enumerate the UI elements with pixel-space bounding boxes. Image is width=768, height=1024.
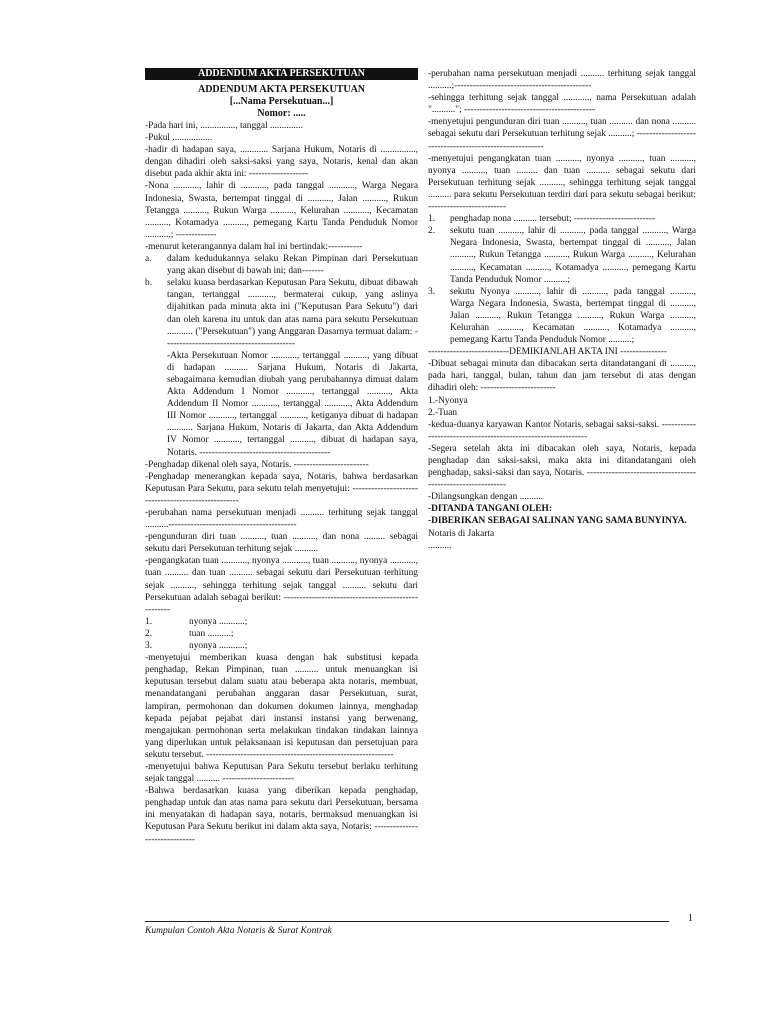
copy-statement: -DIBERIKAN SEBAGAI SALINAN YANG SAMA BUNYINYA. bbox=[428, 516, 687, 527]
list-text: penghadap nona .......... tersebut; -------------------------- bbox=[450, 214, 656, 225]
left-column bbox=[145, 68, 418, 846]
list-marker: a. bbox=[145, 254, 152, 265]
right-column bbox=[428, 68, 696, 552]
paragraph-appointment: -pengangkatan tuan ..........., nyonya ..........., tuan .........., nyonya ..........., tuan .......... dan tuan .......... sebagai sekutu dari Persekutuan terhitung sejak .........., sehingga terhitung sejak tanggal .......... sekutu dari Persekutuan adalah sebagai berikut: --------------------------------------------------- bbox=[145, 556, 418, 615]
list-marker: 3. bbox=[145, 641, 153, 652]
list-item bbox=[428, 286, 696, 346]
list-marker: 3. bbox=[428, 286, 436, 297]
notary-blank: .......... bbox=[428, 540, 452, 551]
signed-by-heading: -DITANDA TANGANI OLEH: bbox=[428, 504, 552, 515]
list-text: dalam kedudukannya selaku Rekan Pimpinan dari Persekutuan yang akan disebut di bawah ini; dan------- bbox=[167, 254, 418, 277]
list-text: sekutu Nyonya .........., lahir di .........., pada tanggal .........., Warga Negara Indonesia, Swasta, bertempat tinggal di .........., Jalan .........., Rukun Tetangga .........., Rukun Warga .........., Kelurahan .........., Kecamatan .........., Kotamadya .........., pemegang Kartu Tanda Penduduk Nomor ..........; bbox=[450, 286, 696, 346]
paragraph-signing: -Segera setelah akta ini dibacakan oleh saya, Notaris, kepada penghadap dan saksi-saksi, maka akta ini ditandatangani oleh penghadap, saksi-saksi dan saya, Notaris. ------------------------------------------------------------ bbox=[428, 443, 696, 491]
list-item bbox=[145, 253, 418, 277]
list-marker: 2. bbox=[428, 226, 436, 237]
list-text: nyonya ...........; bbox=[189, 641, 248, 652]
list-text: nyonya ...........; bbox=[189, 616, 248, 627]
paragraph-declaration: -Penghadap menerangkan kepada saya, Notaris, bahwa berdasarkan Keputusan Para Sekutu, para sekutu telah menyetujui: --------------------------------------------------- bbox=[145, 471, 418, 506]
paragraph-resignation-approval: -menyetujui pengunduran diri tuan .........., tuan .......... dan nona .......... sebagai sekutu dari Persekutuan terhitung sejak ..........; -------------------------------------------------------- bbox=[428, 117, 696, 152]
paragraph-appearance: -hadir di hadapan saya, ............ Sarjana Hukum, Notaris di ..............., dengan dihadiri oleh saksi-saksi yang saya, Notaris, kenal dan akan disebut pada akhir akta ini: ------------------- bbox=[145, 145, 418, 180]
witness-1: 1.-Nyonya bbox=[428, 395, 468, 406]
paragraph-appointment-approval: -menyetujui pengangkatan tuan .........., nyonya .........., tuan .........., nyonya .........., tuan ......... dan tuan .......... sebagai sekutu dari Persekutuan terhitung sejak .........., sehingga terhitung sejak tanggal .......... para sekutu Persekutuan terdiri dari para sekutu sebagai berikut: ------------------------- bbox=[428, 153, 696, 213]
list-item bbox=[428, 213, 696, 225]
list-item bbox=[145, 277, 418, 350]
paragraph-name-change: -perubahan nama persekutuan menjadi .......... terhitung sejak tanggal ..........----------------------------------------- bbox=[145, 508, 418, 531]
paragraph-witnesses: -kedua-duanya karyawan Kantor Notaris, sebagai saksi-saksi. -------------------------------------------------------------- bbox=[428, 419, 696, 442]
document-title: ADDENDUM AKTA PERSEKUTUAN bbox=[197, 84, 366, 95]
page-number: 1 bbox=[688, 913, 693, 924]
footer-divider bbox=[145, 921, 669, 922]
paragraph-name-change-approval: -perubahan nama persekutuan menjadi .......... terhitung sejak tanggal ..........;-------------------------------------------- bbox=[428, 69, 696, 92]
list-text: tuan ..........; bbox=[189, 628, 234, 639]
paragraph-statement: -Bahwa berdasarkan kuasa yang diberikan kepada penghadap, penghadap untuk dan atas nama para sekutu dari Persekutuan, bersama ini menyatakan di hadapan saya, notaris, bermaksud menuangkan isi Keputusan Para Sekutu berikut ini dalam akta saya, Notaris: ------------------------------ bbox=[145, 786, 418, 845]
list-item bbox=[145, 640, 418, 652]
list-marker: 1. bbox=[145, 616, 153, 627]
paragraph-day: -Pada hari ini, ..............., tanggal .............. bbox=[145, 121, 303, 131]
section-closing-heading: --------------------------DEMIKIANLAH AKTA INI --------------- bbox=[428, 347, 667, 358]
paragraph-known: -Penghadap dikenal oleh saya, Notaris. ------------------------ bbox=[145, 459, 369, 470]
witness-2: 2.-Tuan bbox=[428, 407, 458, 418]
list-marker: b. bbox=[145, 278, 153, 289]
list-item bbox=[145, 628, 418, 640]
document-number: Nomor: ..... bbox=[257, 108, 306, 119]
list-marker: 2. bbox=[145, 628, 153, 639]
paragraph-appearer: -Nona ..........., lahir di ..........., pada tanggal ..........., Warga Negara Indonesia, Swasta, bertempat tinggal di .........., Jalan .........., Rukun Tetangga .........., Rukun Warga .........., Kelurahan ..........., Kecamatan .........., Kotamadya .........., pemegang Kartu Tanda Penduduk Nomor ...........; ------------- bbox=[145, 181, 418, 240]
list-item bbox=[145, 616, 418, 628]
paragraph-deed-history: -Akta Persekutuan Nomor ..........., tertanggal .........., yang dibuat di hadapan .......... Sarjana Hukum, Notaris di Jakarta, sebagaimana kemudian diubah yang perubahannya dimuat dalam Akta Addendum I Nomor ..........., tertanggal .........., Akta Addendum II Nomor ..........., tertanggal ..........., Akta Addendum III Nomor ..........., tertanggal ..........., ketiganya dibuat di hadapan ........... Sarjana Hukum, Notaris di Jakarta, dan Akta Addendum IV Nomor ..........., tertanggal .........., dibuat di hadapan saya, Notaris. ------------------------------------------ bbox=[167, 350, 418, 458]
paragraph-capacity: -menurut keterangannya dalam hal ini bertindak:----------- bbox=[145, 241, 363, 252]
list-item bbox=[428, 225, 696, 285]
notary-place: Notaris di Jakarta bbox=[428, 528, 495, 539]
list-text: selaku kuasa berdasarkan Keputusan Para Sekutu, dibuat dibawah tangan, tertanggal ..........., bermaterai cukup, yang aslinya dijahitkan pada minuta akta ini ("Keputusan Para Sekutu") dari dan oleh karena itu untuk dan atas nama para sekutu Persekutuan ........... ("Persekutuan") yang Anggaran Dasarnya termuat dalam: ------------------------------------------ bbox=[167, 278, 418, 349]
list-marker: 1. bbox=[428, 214, 436, 225]
footer-caption: Kumpulan Contoh Akta Notaris & Surat Kontrak bbox=[145, 926, 332, 936]
paragraph-time: -Pukul ................. bbox=[145, 133, 213, 144]
paragraph-resignation: -pengunduran diri tuan .........., tuan .........., dan nona ......... sebagai sekutu dari Persekutuan terhitung sejak .......... bbox=[145, 532, 418, 555]
paragraph-conducted: -Dilangsungkan dengan .......... bbox=[428, 492, 544, 503]
partnership-name: [...Nama Persekutuan...] bbox=[229, 96, 334, 107]
paragraph-power-of-attorney: -menyetujui memberikan kuasa dengan hak substitusi kepada penghadap, Rekan Pimpinan, tuan .......... untuk menuangkan isi keputusan tersebut dalam suatu atau beberapa akta notaris, membuat, menandatangani perubahan anggaran dasar Persekutuan, surat, lampiran, permohonan dan dokumen dokumen lainnya, menghadap kepada pejabat pejabat dari instansi instansi yang berwenang, mengajukan permohonan serta melakukan tindakan tindakan lainnya yang diperlukan untuk pelaksanaan isi keputusan dan persetujuan para sekutu tersebut. ------------------------------------------------------------ bbox=[145, 653, 418, 760]
paragraph-new-name: -sehingga terhitung sejak tanggal ..........., nama Persekutuan adalah ".........."; ------------------------------------------ bbox=[428, 93, 696, 116]
paragraph-effective-date: -menyetujui bahwa Keputusan Para Sekutu tersebut berlaku terhitung sejak tanggal .......... ----------------------- bbox=[145, 761, 418, 785]
paragraph-minuta: -Dibuat sebagai minuta dan dibacakan serta ditandatangani di .........., pada hari, tanggal, bulan, tahun dan jam tersebut di atas dengan dihadiri oleh: ------------------------ bbox=[428, 359, 696, 394]
list-text: sekutu tuan .........., lahir di .........., pada tanggal .........., Warga Negara Indonesia, Swasta, bertempat tinggal di .........., Jalan .........., Rukun Tetangga .........., Rukun Warga .........., Kelurahan .........., Kecamatan .........., Kotamadya .........., pemegang Kartu Tanda Penduduk Nomor ..........; bbox=[450, 226, 696, 285]
document-banner: ADDENDUM AKTA PERSEKUTUAN bbox=[145, 68, 418, 80]
